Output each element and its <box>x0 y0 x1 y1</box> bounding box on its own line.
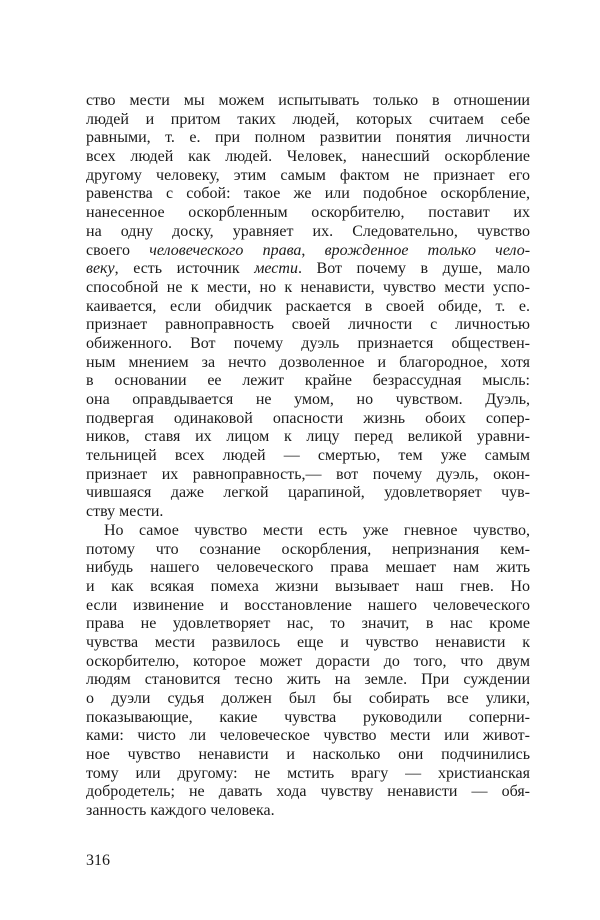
text-line <box>86 148 530 167</box>
text-line <box>86 335 530 354</box>
text-segment: чившаяся даже легкой царапиной, удовлетворяет чув- <box>86 484 530 502</box>
text-segment: на одну доску, уравняет их. Следовательно, чувство <box>86 222 530 240</box>
text-segment: признает равноправность своей личности с личностью <box>86 316 530 334</box>
text-segment: тому или другому: не мстить врагу — христианская <box>86 764 530 782</box>
text-segment: Но самое чувство мести есть уже гневное чувство, <box>104 521 530 539</box>
text-segment: она оправдывается не умом, но чувством. Дуэль, <box>86 391 530 408</box>
text-line <box>86 111 530 130</box>
text-line <box>86 372 530 391</box>
text-segment: и как всякая помеха жизни вызывает наш гнев. Но <box>86 577 530 595</box>
text-segment: потому что сознание оскорбления, непризнания кем- <box>86 540 530 558</box>
text-line <box>86 447 530 466</box>
text-segment: нибудь нашего человеческого права мешает нам жить <box>86 559 530 577</box>
text-segment: о дуэли судья должен был бы собирать все улики, <box>86 690 530 707</box>
text-line <box>86 634 530 653</box>
text-line <box>86 615 530 634</box>
text-segment: чувства мести развилось еще и чувство ненависти к <box>86 633 530 651</box>
text-segment: ников, ставя их лицом к лицу перед великой уравни- <box>86 428 530 446</box>
text-segment: занность каждого человека. <box>86 802 275 820</box>
text-line <box>86 185 530 204</box>
text-line <box>86 802 530 821</box>
text-segment: каивается, если обидчик раскается в своей обиде, т. е. <box>86 297 530 315</box>
text-segment: своего <box>86 241 150 259</box>
text-line <box>86 92 530 111</box>
text-line <box>86 690 530 709</box>
text-segment: в основании ее лежит крайне безрассудная мысль: <box>86 372 530 390</box>
text-segment: ное чувство ненависти и насколько они подчинились <box>86 746 530 764</box>
book-page-text <box>86 92 530 821</box>
text-line <box>86 167 530 186</box>
text-segment: людям становится тесно жить на земле. При суждении <box>86 671 530 689</box>
text-segment: ками: чисто ли человеческое чувство мести или живот- <box>86 727 530 745</box>
text-segment: показывающие, какие чувства руководили соперни- <box>86 708 530 726</box>
text-segment: , <box>301 241 325 259</box>
text-line <box>86 428 530 447</box>
text-line <box>86 578 530 597</box>
text-segment: всех людей как людей. Человек, нанесший оскорбление <box>86 148 530 166</box>
text-line <box>86 204 530 223</box>
text-segment: , есть источник <box>114 260 255 278</box>
italic-text: мести <box>254 260 298 278</box>
text-segment: ство мести мы можем испытывать только в отношении <box>86 92 530 109</box>
text-segment: права не удовлетворяет нас, то значит, в нас кроме <box>86 615 530 633</box>
text-line <box>86 559 530 578</box>
text-segment: ным мнением за нечто дозволенное и благородное, хотя <box>86 353 530 371</box>
text-line <box>86 260 530 279</box>
text-segment: подвергая одинаковой опасности жизнь обоих сопер- <box>86 409 530 427</box>
text-line <box>86 503 530 522</box>
text-line <box>86 129 530 148</box>
text-line <box>86 597 530 616</box>
text-segment: нанесенное оскорбленным оскорбителю, поставит их <box>86 204 530 222</box>
text-segment: . Вот почему в душе, мало <box>297 260 530 278</box>
text-line <box>86 242 530 261</box>
text-line <box>86 746 530 765</box>
text-line <box>86 354 530 373</box>
text-line <box>86 653 530 672</box>
text-line <box>86 765 530 784</box>
text-segment: ству мести. <box>86 503 164 521</box>
text-segment: если извинение и восстановление нашего человеческого <box>86 596 530 614</box>
text-line <box>86 316 530 335</box>
text-segment: способной не к мести, но к ненависти, чувство мести успо- <box>86 278 530 296</box>
text-segment: равенства с собой: такое же или подобное оскорбление, <box>86 185 530 203</box>
text-line <box>86 484 530 503</box>
text-segment: добродетель; не давать хода чувству ненависти — обя- <box>86 783 530 801</box>
text-segment: оскорбителю, которое может дорасти до того, что двум <box>86 652 530 670</box>
italic-text: веку <box>86 260 115 278</box>
text-segment: признает их равноправность,— вот почему дуэль, окон- <box>86 465 530 483</box>
text-line <box>86 671 530 690</box>
page-number: 316 <box>86 852 110 869</box>
text-line <box>86 223 530 242</box>
text-segment: другому человеку, этим самым фактом не признает его <box>86 166 530 184</box>
text-line <box>86 541 530 560</box>
italic-text: человеческого права <box>149 241 302 259</box>
text-line <box>86 709 530 728</box>
text-segment: тельницей всех людей — смертью, тем уже самым <box>86 447 530 465</box>
text-line <box>86 279 530 298</box>
text-segment: обиженного. Вот почему дуэль признается обществен- <box>86 334 530 352</box>
text-line <box>86 410 530 429</box>
text-line <box>86 466 530 485</box>
text-segment: людей и притом таких людей, которых считаем себе <box>86 110 530 128</box>
text-line <box>86 522 530 541</box>
text-line <box>86 783 530 802</box>
text-line <box>86 298 530 317</box>
text-segment: равными, т. е. при полном развитии понятия личности <box>86 129 530 147</box>
text-line <box>86 391 530 410</box>
text-line <box>86 727 530 746</box>
italic-text: врожденное только чело- <box>324 241 530 259</box>
